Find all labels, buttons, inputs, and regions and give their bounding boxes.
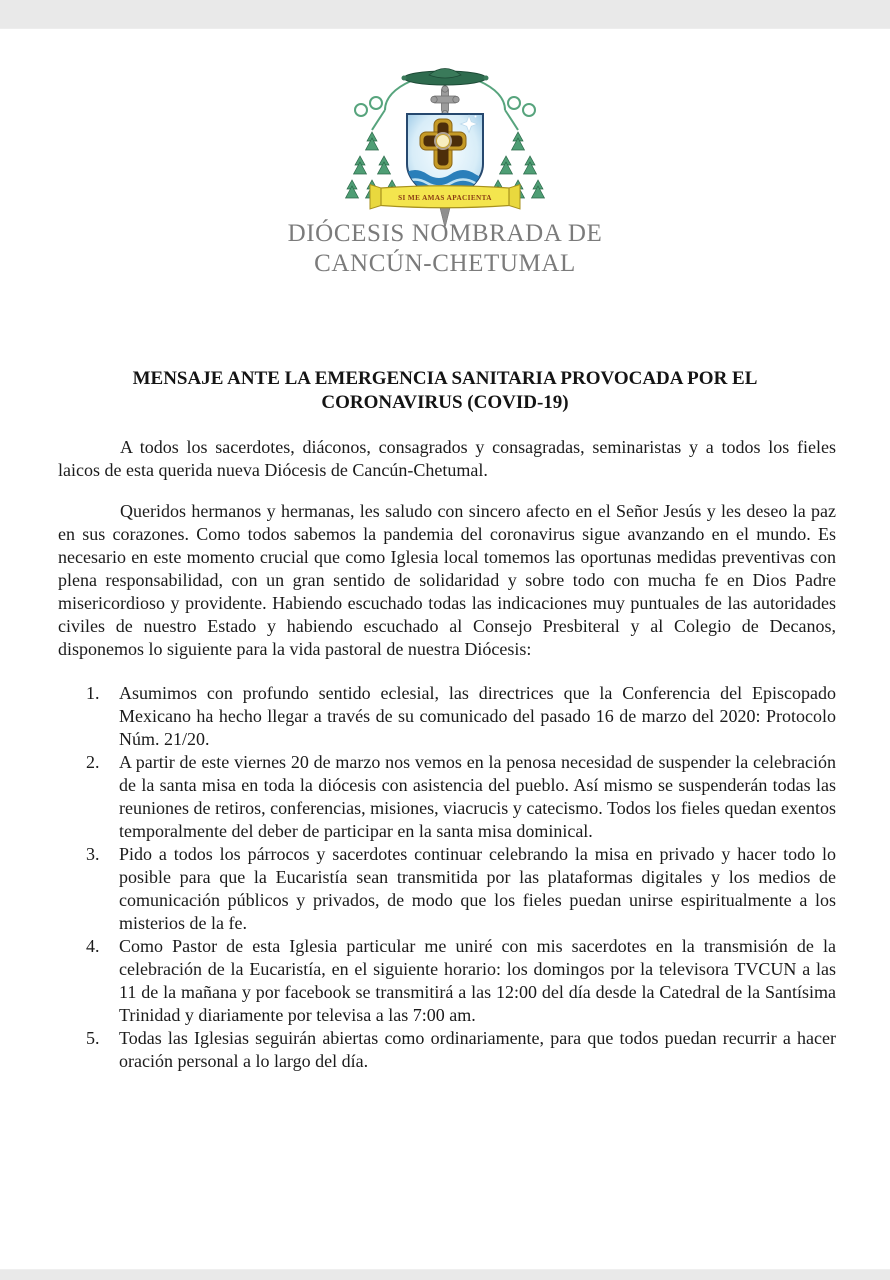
salutation-paragraph: A todos los sacerdotes, diáconos, consagrados y consagradas, seminaristas y a todos los fieles laicos de esta querida nueva Diócesis de Cancún-Chetumal. [58, 437, 836, 480]
list-item [58, 682, 836, 751]
organization-name-line2: CANCÚN-CHETUMAL [314, 250, 576, 277]
organization-name-line1: DIÓCESIS NOMBRADA DE [287, 220, 603, 247]
list-item-text: Asumimos con profundo sentido eclesial, las directrices que la Conferencia del Episcopado Mexicano ha hecho llegar a través de su comunicado del pasado 16 de marzo del 2020: Protocolo Núm. 21/20. [119, 683, 836, 749]
list-item-text: Como Pastor de esta Iglesia particular me uniré con mis sacerdotes en la transmisión de la celebración de la Eucaristía, en el siguiente horario: los domingos por la televisora TVCUN a las 11 de la mañana y por facebook se transmitirá a las 12:00 del día desde la Catedral de la Santísima Trinidad y diariamente por televisa a las 7:00 am. [119, 936, 836, 1025]
photo-edge-bottom [0, 1269, 890, 1280]
list-item [58, 843, 836, 935]
list-item [58, 935, 836, 1027]
list-item-text: A partir de este viernes 20 de marzo nos vemos en la penosa necesidad de suspender la celebración de la santa misa en toda la diócesis con asistencia del pueblo. Así mismo se suspenderán todas las reuniones de retiros, conferencias, misiones, viacrucis y catecismo. Todos los fieles quedan exentos temporalmente del deber de participar en la santa misa dominical. [119, 752, 836, 841]
document-title [0, 367, 890, 415]
motto-text: SI ME AMAS APACIENTA [398, 193, 492, 202]
galero-hat-icon [402, 69, 489, 86]
diocese-coat-of-arms [345, 62, 545, 229]
intro-paragraph: Queridos hermanos y hermanas, les saludo con sincero afecto en el Señor Jesús y les deseo la paz en sus corazones. Como todos sabemos la pandemia del coronavirus sigue avanzando en el mundo. Es necesario en este momento crucial que como Iglesia local tomemos las oportunas medidas preventivas con plena responsabilidad, con un gran sentido de solidaridad y sobre todo con mucha fe en Dios Padre misericordioso y providente. Habiendo escuchado todas las indicaciones muy puntuales de las autoridades civiles de nuestro Estado y habiendo escuchado al Consejo Presbiteral y al Colegio de Decanos, disponemos lo siguiente para la vida pastoral de nuestra Diócesis: [58, 501, 836, 659]
document-page [0, 28, 890, 1073]
document-title-line2: CORONAVIRUS (COVID-19) [321, 392, 569, 413]
list-item-text: Pido a todos los párrocos y sacerdotes continuar celebrando la misa en privado y hacer todo lo posible para que la Eucaristía sean transmitida por las plataformas digitales y los medios de comunicación públicos y privados, de modo que los fieles puedan unirse espiritualmente a los misterios de la fe. [119, 844, 836, 933]
photo-edge-top [0, 0, 890, 29]
document-title-line1: MENSAJE ANTE LA EMERGENCIA SANITARIA PROVOCADA POR EL [132, 368, 758, 389]
list-item-number: 4. [86, 936, 100, 956]
motto-banner [370, 185, 520, 210]
list-item-text: Todas las Iglesias seguirán abiertas como ordinariamente, para que todos puedan recurrir a hacer oración personal a lo largo del día. [119, 1028, 836, 1071]
list-item-number: 1. [86, 683, 100, 703]
list-item-number: 2. [86, 752, 100, 772]
document-body [58, 436, 836, 1073]
list-item-number: 3. [86, 844, 100, 864]
directives-list [58, 682, 836, 1073]
list-item [58, 751, 836, 843]
list-item-number: 5. [86, 1028, 100, 1048]
list-item [58, 1027, 836, 1073]
